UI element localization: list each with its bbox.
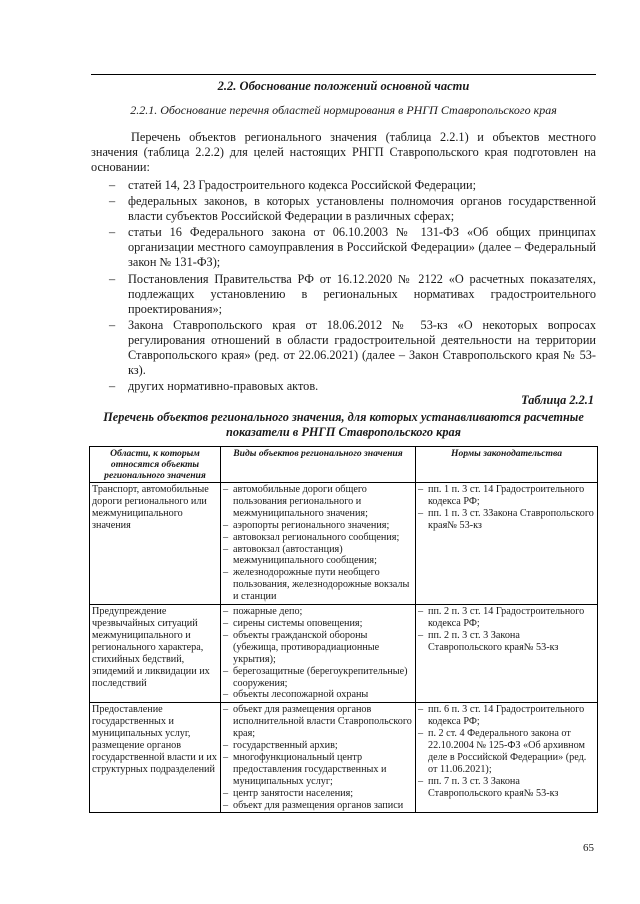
list-item: – других нормативно-правовых актов. (109, 379, 319, 394)
norm-item: – пп. 1 п. 3 ст. 14 Градостроительного кодекса РФ; (418, 484, 585, 507)
objects-cell (221, 483, 416, 605)
header-norms: Нормы законодательства (416, 447, 598, 483)
list-item: – Закона Ставропольского края от 18.06.2012 № 53-кз «О некоторых вопросах регулирования отношений в области градостроительной деятельности на территории Ставропольского края» (ред. от 22.06.2021) (далее – Закон Ставропольского края № 53-кз). (109, 317, 596, 378)
table-caption: Таблица 2.2.1 (521, 393, 594, 407)
header-area: Области, к которым относятся объекты регионального значения (90, 447, 221, 483)
area-cell: Транспорт, автомобильные дороги регионального или межмуниципального значения (90, 483, 221, 605)
norm-item: – пп. 2 п. 3 ст. 3 Закона Ставропольского края№ 53-кз (418, 629, 559, 653)
object-item: – берегозащитные (берегоукрепительные) сооружения; (223, 665, 408, 689)
object-item: – объект для размещения органов записи (223, 799, 404, 811)
list-item: – Постановления Правительства РФ от 16.12.2020 № 2122 «О расчетных показателях, подлежащих установлению в региональных нормативах градостроительного проектирования»; (109, 271, 596, 316)
object-item: – автовокзал регионального сообщения; (223, 531, 400, 543)
objects-cell (221, 605, 416, 703)
table-row (90, 703, 598, 813)
list-item: – статьи 16 Федерального закона от 06.10.2003 № 131-ФЗ «Об общих принципах организации местного самоуправления в Российской Федерации» (далее – Федеральный закон № 131-ФЗ); (109, 225, 596, 270)
object-item: – центр занятости населения; (223, 787, 354, 799)
norm-item: – пп. 2 п. 3 ст. 14 Градостроительного кодекса РФ; (418, 606, 585, 629)
object-item: – объект для размещения органов исполнительной власти Ставропольского края; (223, 704, 412, 740)
object-item: – аэропорты регионального значения; (223, 519, 390, 531)
list-item: – статей 14, 23 Градостроительного кодекса Российской Федерации; (109, 178, 477, 192)
objects-cell (221, 703, 416, 813)
objects-table (89, 446, 598, 813)
subsection-title: 2.2.1. Обоснование перечня областей нормирования в РНГП Ставропольского края (130, 103, 557, 117)
object-item: – железнодорожные пути необщего пользования, железнодорожные вокзалы и станции (223, 567, 410, 603)
page-number: 65 (583, 842, 594, 854)
intro-paragraph: Перечень объектов регионального значения (таблица 2.2.1) и объектов местного значения (таблица 2.2.2) для целей настоящих РНГП Ставропольского края подготовлен на основании: (91, 130, 596, 175)
norms-cell (416, 605, 598, 703)
section-title: 2.2. Обоснование положений основной части (217, 79, 470, 93)
header-objects: Виды объектов регионального значения (221, 447, 416, 483)
object-item: – автовокзал (автостанция) межмуниципального сообщения; (223, 543, 377, 567)
object-item: – государственный архив; (223, 740, 338, 752)
object-item: – многофункциональный центр предоставления государственных и муниципальных услуг; (223, 751, 387, 787)
header-rule (91, 74, 596, 75)
object-item: – объекты лесопожарной охраны (223, 689, 369, 701)
table-row (90, 605, 598, 703)
norm-item: – пп. 1 п. 3 ст. 3Закона Ставропольского края№ 53-кз (418, 507, 594, 531)
norms-cell (416, 703, 598, 813)
area-cell: Предоставление государственных и муниципальных услуг, размещение органов государственной власти и их структурных подразделений (90, 703, 221, 813)
norm-item: – пп. 6 п. 3 ст. 14 Градостроительного кодекса РФ; (418, 704, 585, 728)
area-cell: Предупреждение чрезвычайных ситуаций межмуниципального и регионального характера, стихийных бедствий, эпидемий и ликвидации их последствий (90, 605, 221, 703)
object-item: – объекты гражданской обороны (убежища, противорадиационные укрытия); (223, 629, 380, 665)
list-item: – федеральных законов, в которых установлены полномочия органов государственной власти субъектов Российской Федерации в различных сферах; (109, 194, 596, 224)
object-item: – сирены системы оповещения; (223, 617, 363, 629)
norm-item: – пп. 7 п. 3 ст. 3 Закона Ставропольского края№ 53-кз (418, 775, 559, 799)
basis-list (91, 178, 596, 395)
object-item: – пожарные депо; (223, 606, 303, 618)
norm-item: – п. 2 ст. 4 Федерального закона от 22.10.2004 № 125-ФЗ «Об архивном деле в Российской Федерации» (ред. от 11.06.2021); (418, 728, 587, 775)
object-item: – автомобильные дороги общего пользования регионального и межмуниципального значения; (223, 484, 368, 519)
table-title: Перечень объектов регионального значения, для которых устанавливаются расчетные показатели в РНГП Ставропольского края (103, 410, 584, 439)
norms-cell (416, 483, 598, 605)
table-row (90, 483, 598, 605)
table-header-row (90, 447, 598, 483)
